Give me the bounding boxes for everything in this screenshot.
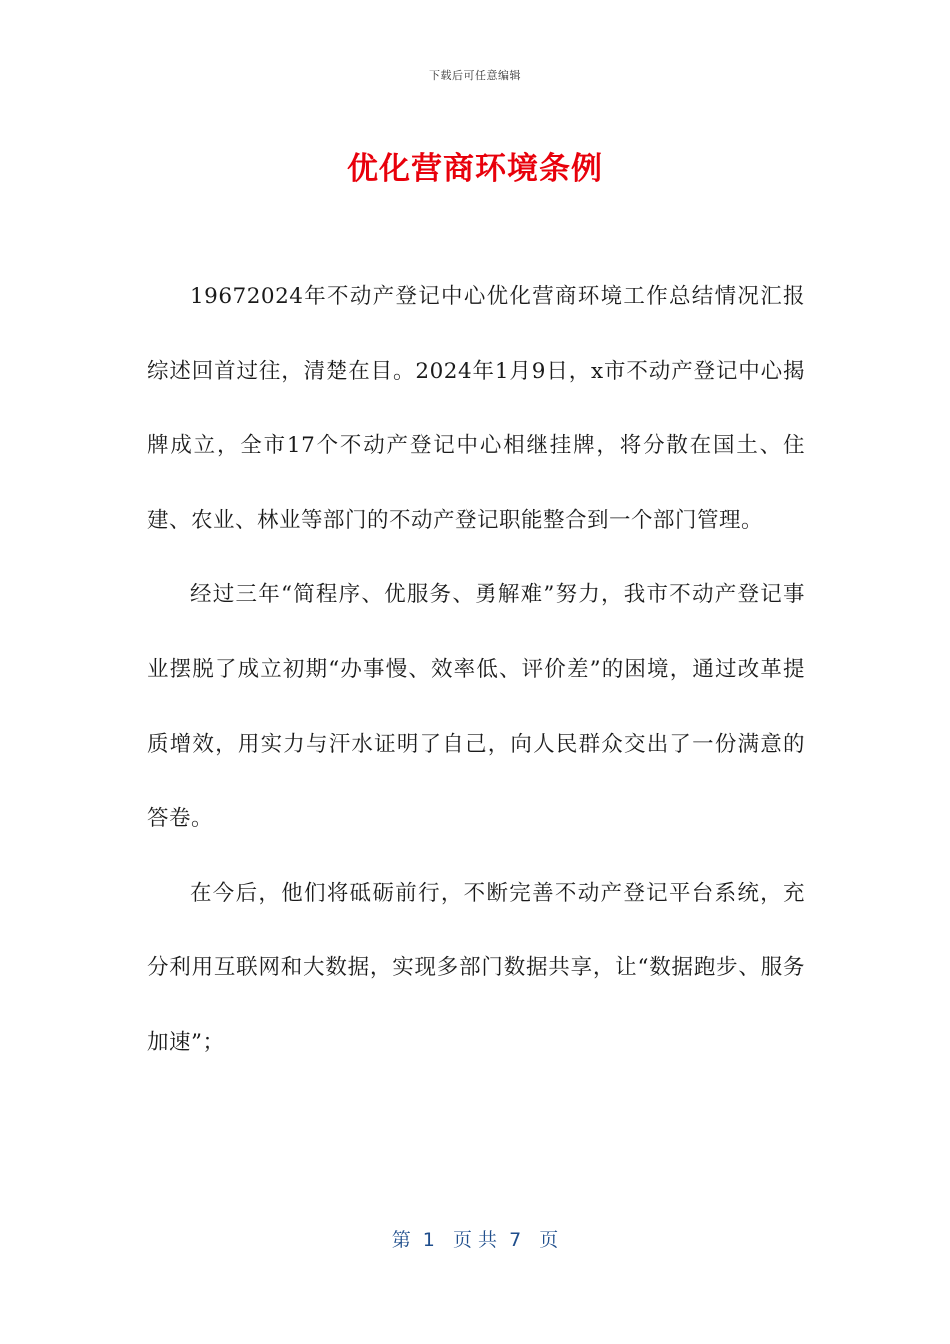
paragraph-3: 在今后，他们将砥砺前行，不断完善不动产登记平台系统，充分利用互联网和大数据，实现多部门数据共享，让“数据跑步、服务加速”； (147, 880, 805, 1055)
document-body (147, 260, 805, 1081)
paragraph-2: 经过三年“简程序、优服务、勇解难”努力，我市不动产登记事业摆脱了成立初期“办事慢、效率低、评价差”的困境，通过改革提质增效，用实力与汗水证明了自己，向人民群众交出了一份满意的答卷。 (147, 582, 805, 832)
page-number-footer: 第 1 页 共 7 页 (391, 1229, 559, 1251)
document-title: 优化营商环境条例 (347, 151, 603, 187)
paragraph-1: 19672024年不动产登记中心优化营商环境工作总结情况汇报综述回首过往，清楚在目。2024年1月9日，x市不动产登记中心揭牌成立，全市17个不动产登记中心相继挂牌，将分散在国土、住建、农业、林业等部门的不动产登记职能整合到一个部门管理。 (147, 284, 805, 533)
page-header-note: 下载后可任意编辑 (429, 69, 521, 82)
